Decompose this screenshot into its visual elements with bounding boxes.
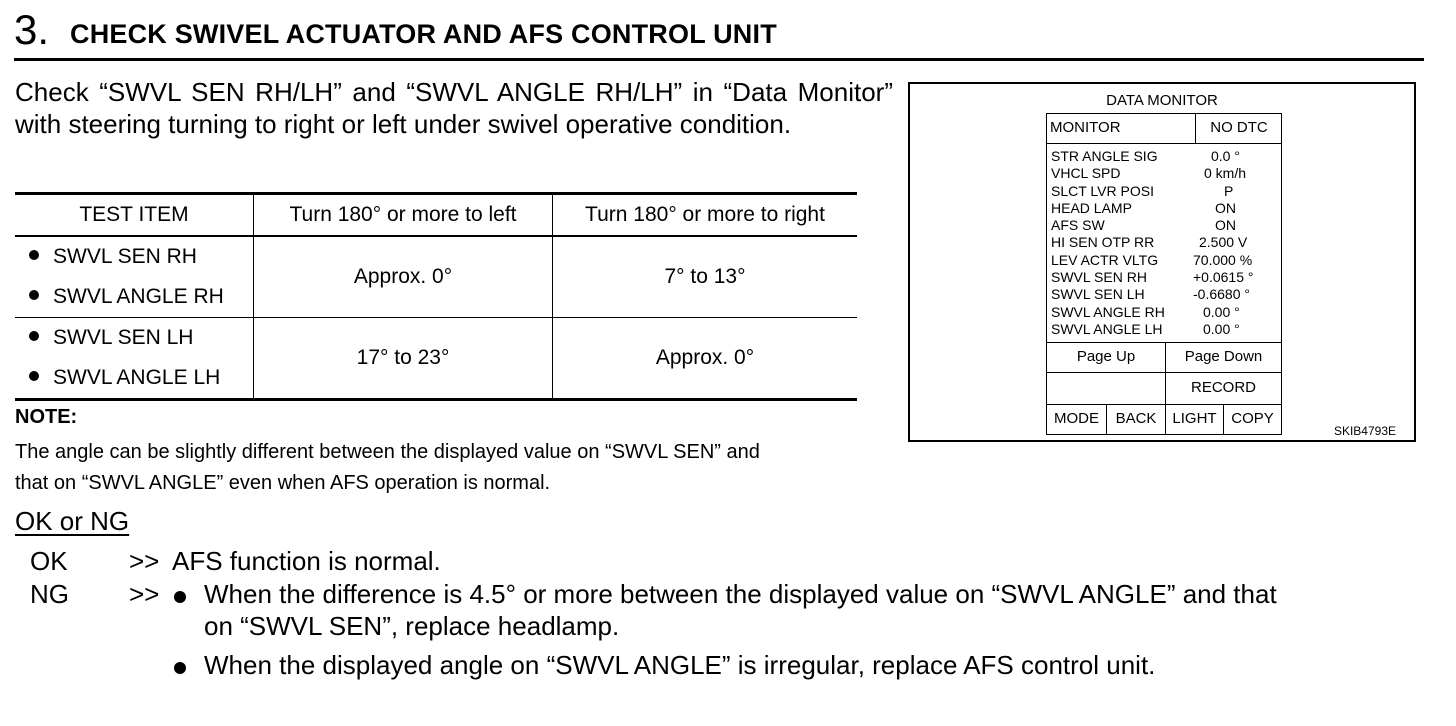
monitor-row: HEAD LAMP ON (1051, 199, 1236, 216)
bullet-icon (29, 371, 39, 381)
monitor-row: STR ANGLE SIG 0.0 ° (1051, 148, 1240, 164)
page-down-label: Page Down (1184, 348, 1263, 365)
col-header-turn-right: Turn 180° or more to right (553, 194, 858, 237)
page-up-label: Page Up (1076, 348, 1136, 365)
test-item: SWVL ANGLE RH (29, 277, 253, 317)
bullet-icon (29, 250, 39, 260)
step-title: CHECK SWIVEL ACTUATOR AND AFS CONTROL UNIT (70, 19, 777, 49)
bullet-icon (29, 290, 39, 300)
no-dtc-status: NO DTC (1210, 119, 1268, 136)
monitor-row: HI SEN OTP RR 2.500 V (1051, 234, 1248, 251)
ok-result-text: AFS function is normal. (172, 546, 441, 576)
bullet-icon (174, 591, 186, 603)
monitor-row: SWVL SEN RH +0.0615 ° (1051, 269, 1254, 286)
step-number: 3. (14, 6, 50, 53)
monitor-row: AFS SW ON (1051, 217, 1236, 234)
monitor-row: LEV ACTR VLTG 70.000 % (1051, 251, 1253, 268)
ng-label: NG (30, 579, 69, 609)
ng-item: When the difference is 4.5° or more between the displayed value on “SWVL ANGLE” and that on “SWVL SEN”, replace headlamp. (204, 579, 1277, 641)
back-label: BACK (1115, 410, 1157, 427)
light-label: LIGHT (1172, 410, 1217, 427)
test-item-cell (15, 236, 254, 318)
monitor-row: SWVL ANGLE LH 0.00 ° (1051, 320, 1240, 337)
monitor-row: SWVL SEN LH -0.6680 ° (1051, 286, 1250, 303)
note-line: The angle can be slightly different between the displayed value on “SWVL SEN” and (15, 441, 760, 463)
monitor-row: SLCT LVR POSI P (1051, 182, 1234, 199)
table-row (15, 236, 857, 318)
left-value-cell: 17° to 23° (254, 318, 553, 400)
bullet-icon (174, 662, 186, 674)
copy-label: COPY (1231, 410, 1274, 427)
table-header-row (15, 194, 857, 237)
test-item-table (15, 192, 857, 401)
data-monitor-title: DATA MONITOR (1106, 92, 1218, 109)
ng-arrow: >> (129, 579, 160, 609)
col-header-turn-left: Turn 180° or more to left (254, 194, 553, 237)
monitor-values-list (1047, 148, 1281, 338)
record-label: RECORD (1190, 379, 1256, 396)
col-header-test-item: TEST ITEM (79, 203, 189, 226)
right-value-cell: 7° to 13° (553, 236, 858, 318)
ok-label: OK (30, 546, 68, 576)
figure-code: SKIB4793E (1333, 424, 1396, 438)
bullet-icon (29, 331, 39, 341)
test-item-cell (15, 318, 254, 400)
note-text (15, 437, 900, 499)
mode-label: MODE (1054, 410, 1099, 427)
monitor-row: VHCL SPD 0 km/h (1051, 165, 1247, 182)
note-line: that on “SWVL ANGLE” even when AFS operation is normal. (15, 472, 551, 494)
right-value-cell: Approx. 0° (553, 318, 858, 400)
monitor-header-label: MONITOR (1050, 119, 1121, 136)
test-item: SWVL SEN LH (29, 318, 253, 358)
empty-button-slot (1046, 372, 1166, 405)
ok-arrow: >> (129, 546, 160, 576)
intro-paragraph: Check “SWVL SEN RH/LH” and “SWVL ANGLE RH/LH” in “Data Monitor” with steering turning to right or left under swivel operative condition. (15, 77, 893, 139)
monitor-row: SWVL ANGLE RH 0.00 ° (1051, 303, 1240, 320)
test-item: SWVL SEN RH (29, 237, 253, 277)
step-header (14, 4, 1424, 61)
table-row (15, 318, 857, 400)
ng-item: When the displayed angle on “SWVL ANGLE” is irregular, replace AFS control unit. (204, 650, 1156, 680)
ok-or-ng-title: OK or NG (15, 506, 130, 536)
left-value-cell: Approx. 0° (254, 236, 553, 318)
test-item: SWVL ANGLE LH (29, 358, 253, 398)
note-label: NOTE: (15, 406, 78, 428)
